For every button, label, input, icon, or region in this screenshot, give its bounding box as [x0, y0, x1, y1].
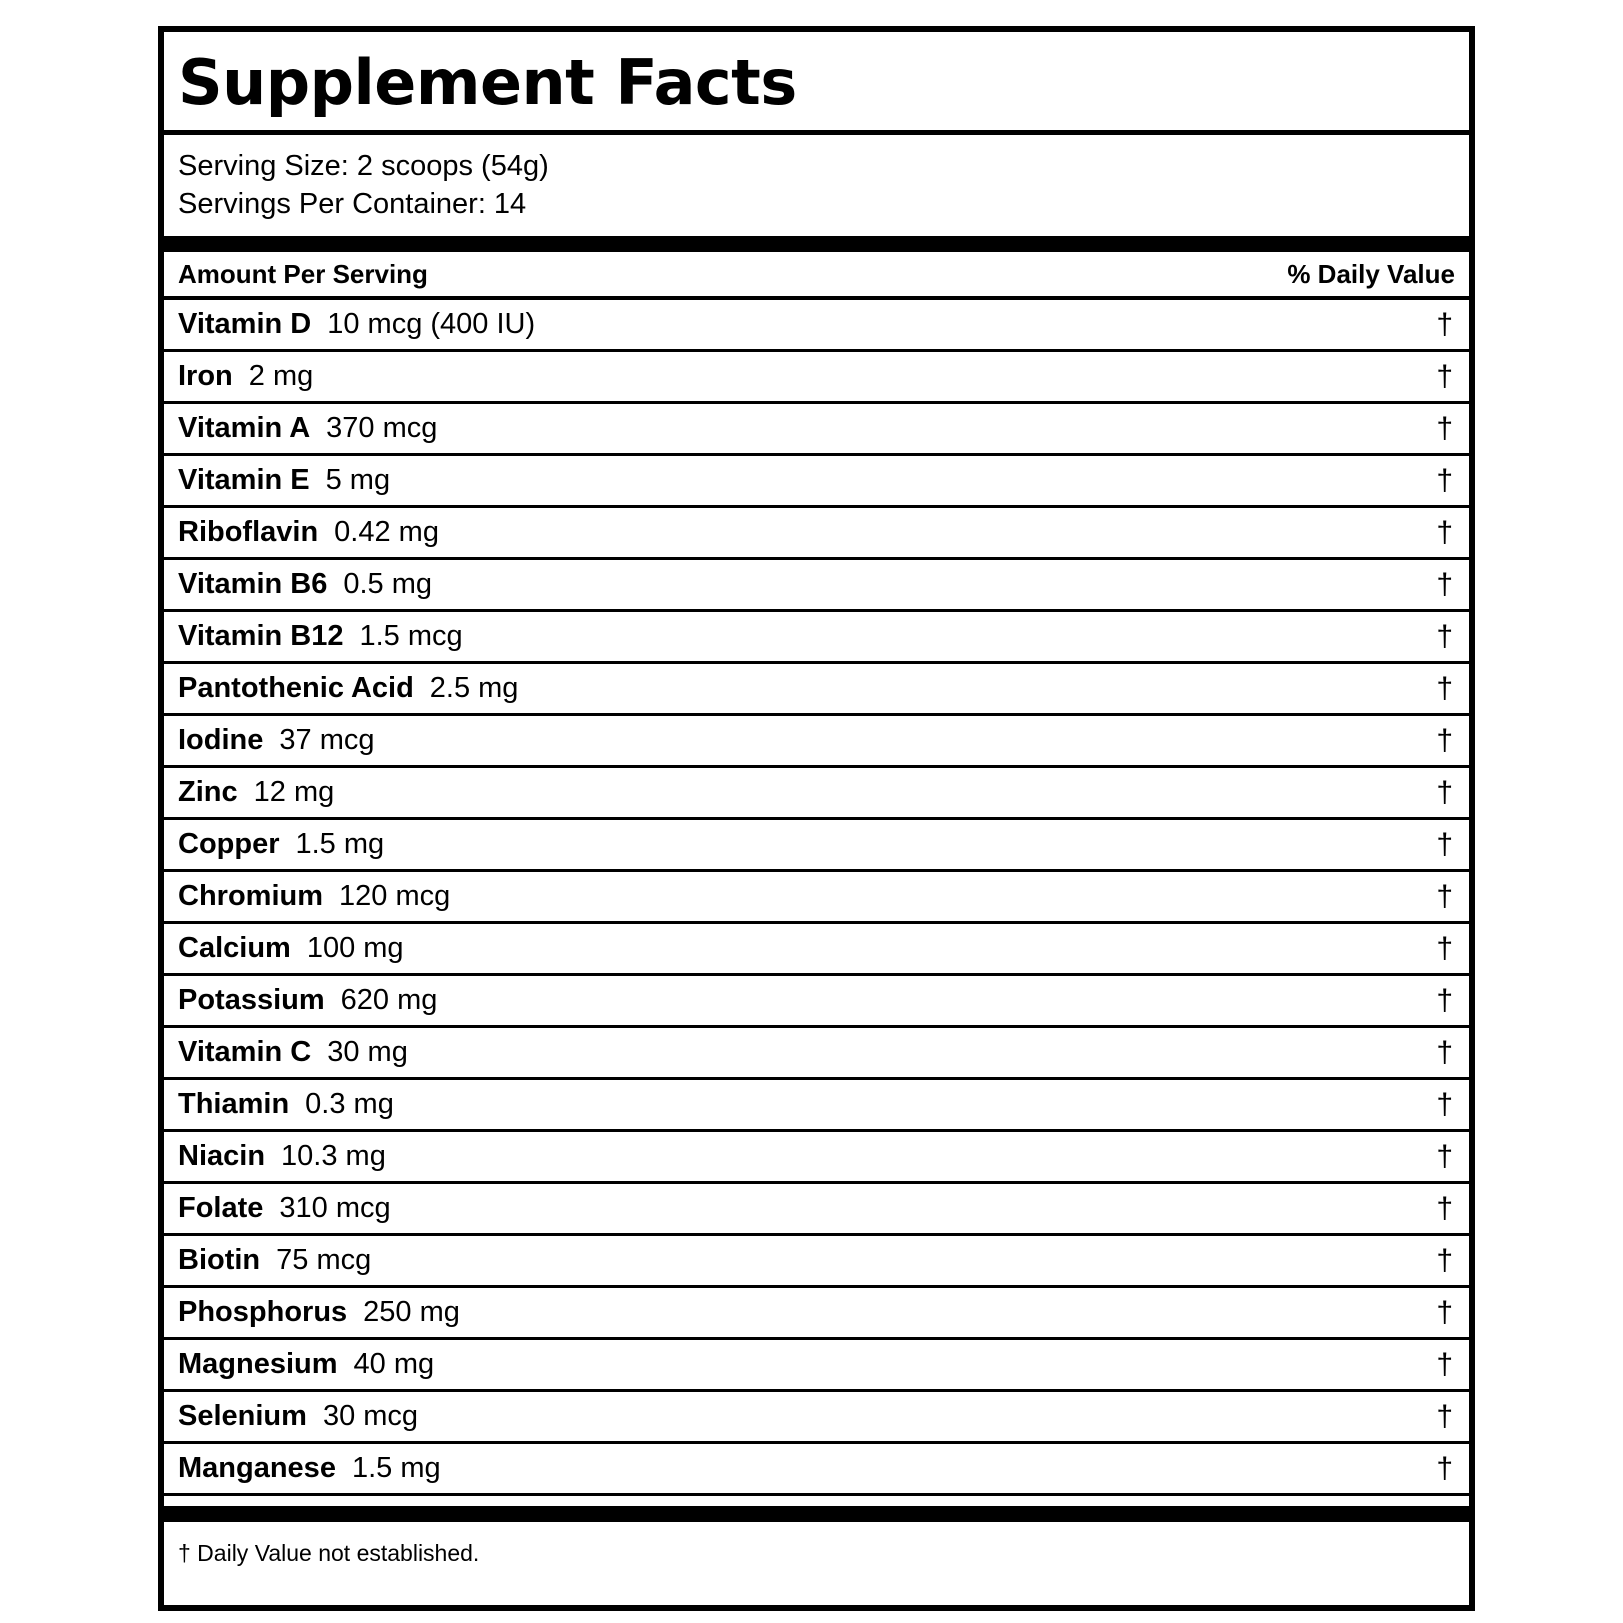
nutrient-row — [164, 1236, 1469, 1288]
nutrient-name: Pantothenic Acid — [178, 672, 414, 704]
nutrient-label — [178, 1088, 394, 1121]
daily-value-dagger: † — [1436, 307, 1453, 341]
nutrient-amount: 2 mg — [248, 360, 314, 392]
nutrient-label — [178, 1192, 391, 1225]
nutrient-amount: 40 mg — [353, 1348, 435, 1380]
nutrient-name: Riboflavin — [178, 516, 319, 548]
nutrient-row — [164, 456, 1469, 508]
nutrient-row — [164, 716, 1469, 768]
nutrient-amount: 30 mcg — [322, 1400, 419, 1432]
nutrient-label — [178, 308, 535, 341]
nutrient-amount: 10 mcg (400 IU) — [327, 308, 536, 340]
nutrient-label — [178, 1140, 386, 1173]
nutrient-amount: 310 mcg — [279, 1192, 391, 1224]
daily-value-dagger: † — [1436, 1295, 1453, 1329]
footnote: † Daily Value not established. — [178, 1540, 480, 1566]
daily-value-dagger: † — [1436, 411, 1453, 445]
nutrient-amount: 0.42 mg — [334, 516, 439, 548]
nutrient-label — [178, 828, 384, 861]
nutrient-row — [164, 924, 1469, 976]
nutrient-name: Vitamin E — [178, 464, 310, 496]
nutrient-amount: 75 mcg — [276, 1244, 372, 1276]
nutrient-label — [178, 568, 432, 601]
nutrient-name: Potassium — [178, 984, 325, 1016]
nutrient-label — [178, 1400, 418, 1433]
nutrient-amount: 1.5 mcg — [359, 620, 463, 652]
nutrient-label — [178, 1348, 434, 1381]
daily-value-dagger: † — [1436, 931, 1453, 965]
nutrient-name: Vitamin B6 — [178, 568, 328, 600]
nutrient-label — [178, 516, 439, 549]
nutrient-row — [164, 1028, 1469, 1080]
daily-value-dagger: † — [1436, 359, 1453, 393]
nutrient-amount: 5 mg — [325, 464, 391, 496]
nutrient-label — [178, 724, 375, 757]
nutrient-name: Copper — [178, 828, 280, 860]
daily-value-dagger: † — [1436, 1399, 1453, 1433]
nutrient-name: Phosphorus — [178, 1296, 348, 1328]
nutrient-name: Vitamin B12 — [178, 620, 344, 652]
nutrient-name: Calcium — [178, 932, 291, 964]
servings-per-container: Servings Per Container: 14 — [178, 188, 527, 220]
nutrient-list — [164, 300, 1469, 1496]
serving-info — [164, 135, 1469, 252]
column-header-row — [164, 252, 1469, 300]
nutrient-row — [164, 508, 1469, 560]
nutrient-name: Manganese — [178, 1452, 336, 1484]
nutrient-name: Magnesium — [178, 1348, 338, 1380]
daily-value-dagger: † — [1436, 775, 1453, 809]
nutrient-row — [164, 404, 1469, 456]
nutrient-name: Chromium — [178, 880, 323, 912]
nutrient-amount: 120 mcg — [339, 880, 451, 912]
nutrient-row — [164, 1288, 1469, 1340]
supplement-facts-panel — [158, 26, 1475, 1611]
nutrient-amount: 1.5 mg — [295, 828, 385, 860]
nutrient-label — [178, 620, 463, 653]
nutrient-label — [178, 1036, 408, 1069]
bottom-divider — [164, 1506, 1469, 1522]
amount-per-serving-header: Amount Per Serving — [178, 258, 428, 289]
nutrient-name: Iodine — [178, 724, 264, 756]
nutrient-amount: 2.5 mg — [429, 672, 519, 704]
daily-value-dagger: † — [1436, 463, 1453, 497]
daily-value-dagger: † — [1436, 827, 1453, 861]
nutrient-row — [164, 872, 1469, 924]
nutrient-amount: 0.5 mg — [343, 568, 433, 600]
nutrient-row — [164, 612, 1469, 664]
nutrient-name: Selenium — [178, 1400, 307, 1432]
nutrient-name: Vitamin A — [178, 412, 311, 444]
nutrient-row — [164, 1080, 1469, 1132]
daily-value-dagger: † — [1436, 1035, 1453, 1069]
nutrient-label — [178, 360, 313, 393]
title-block — [164, 32, 1469, 135]
nutrient-row — [164, 820, 1469, 872]
nutrient-amount: 12 mg — [253, 776, 335, 808]
nutrient-amount: 250 mg — [363, 1296, 460, 1328]
nutrient-name: Folate — [178, 1192, 264, 1224]
nutrient-label — [178, 672, 518, 705]
nutrient-label — [178, 984, 437, 1017]
daily-value-dagger: † — [1436, 1243, 1453, 1277]
nutrient-name: Thiamin — [178, 1088, 290, 1120]
nutrient-amount: 10.3 mg — [281, 1140, 386, 1172]
nutrient-label — [178, 464, 390, 497]
nutrient-row — [164, 976, 1469, 1028]
nutrient-label — [178, 776, 334, 809]
daily-value-header: % Daily Value — [1287, 258, 1455, 289]
panel-title: Supplement Facts — [178, 46, 797, 119]
nutrient-amount: 30 mg — [327, 1036, 408, 1068]
daily-value-dagger: † — [1436, 567, 1453, 601]
nutrient-label — [178, 932, 404, 965]
nutrient-label — [178, 1452, 441, 1485]
daily-value-dagger: † — [1436, 1347, 1453, 1381]
nutrient-row — [164, 1340, 1469, 1392]
nutrient-label — [178, 1296, 460, 1329]
nutrient-label — [178, 412, 437, 445]
daily-value-dagger: † — [1436, 1087, 1453, 1121]
daily-value-dagger: † — [1436, 879, 1453, 913]
nutrient-amount: 100 mg — [306, 932, 404, 964]
nutrient-row — [164, 300, 1469, 352]
nutrient-name: Niacin — [178, 1140, 266, 1172]
nutrient-row — [164, 560, 1469, 612]
nutrient-amount: 37 mcg — [279, 724, 375, 756]
daily-value-dagger: † — [1436, 723, 1453, 757]
nutrient-row — [164, 1132, 1469, 1184]
nutrient-amount: 0.3 mg — [305, 1088, 394, 1120]
nutrient-name: Biotin — [178, 1244, 261, 1276]
nutrient-amount: 620 mg — [340, 984, 438, 1016]
nutrient-name: Vitamin C — [178, 1036, 312, 1068]
daily-value-dagger: † — [1436, 1191, 1453, 1225]
nutrient-name: Vitamin D — [178, 308, 312, 340]
nutrient-row — [164, 768, 1469, 820]
nutrient-amount: 370 mcg — [326, 412, 438, 444]
serving-size: Serving Size: 2 scoops (54g) — [178, 150, 549, 182]
nutrient-row — [164, 1184, 1469, 1236]
daily-value-dagger: † — [1436, 515, 1453, 549]
nutrient-row — [164, 1444, 1469, 1496]
daily-value-dagger: † — [1436, 619, 1453, 653]
nutrient-row — [164, 1392, 1469, 1444]
nutrient-name: Iron — [178, 360, 233, 392]
nutrient-name: Zinc — [178, 776, 238, 808]
nutrient-amount: 1.5 mg — [351, 1452, 441, 1484]
daily-value-dagger: † — [1436, 1139, 1453, 1173]
nutrient-label — [178, 1244, 371, 1277]
nutrient-label — [178, 880, 450, 913]
daily-value-dagger: † — [1436, 1451, 1453, 1485]
daily-value-dagger: † — [1436, 983, 1453, 1017]
daily-value-dagger: † — [1436, 671, 1453, 705]
nutrient-row — [164, 664, 1469, 716]
nutrient-row — [164, 352, 1469, 404]
